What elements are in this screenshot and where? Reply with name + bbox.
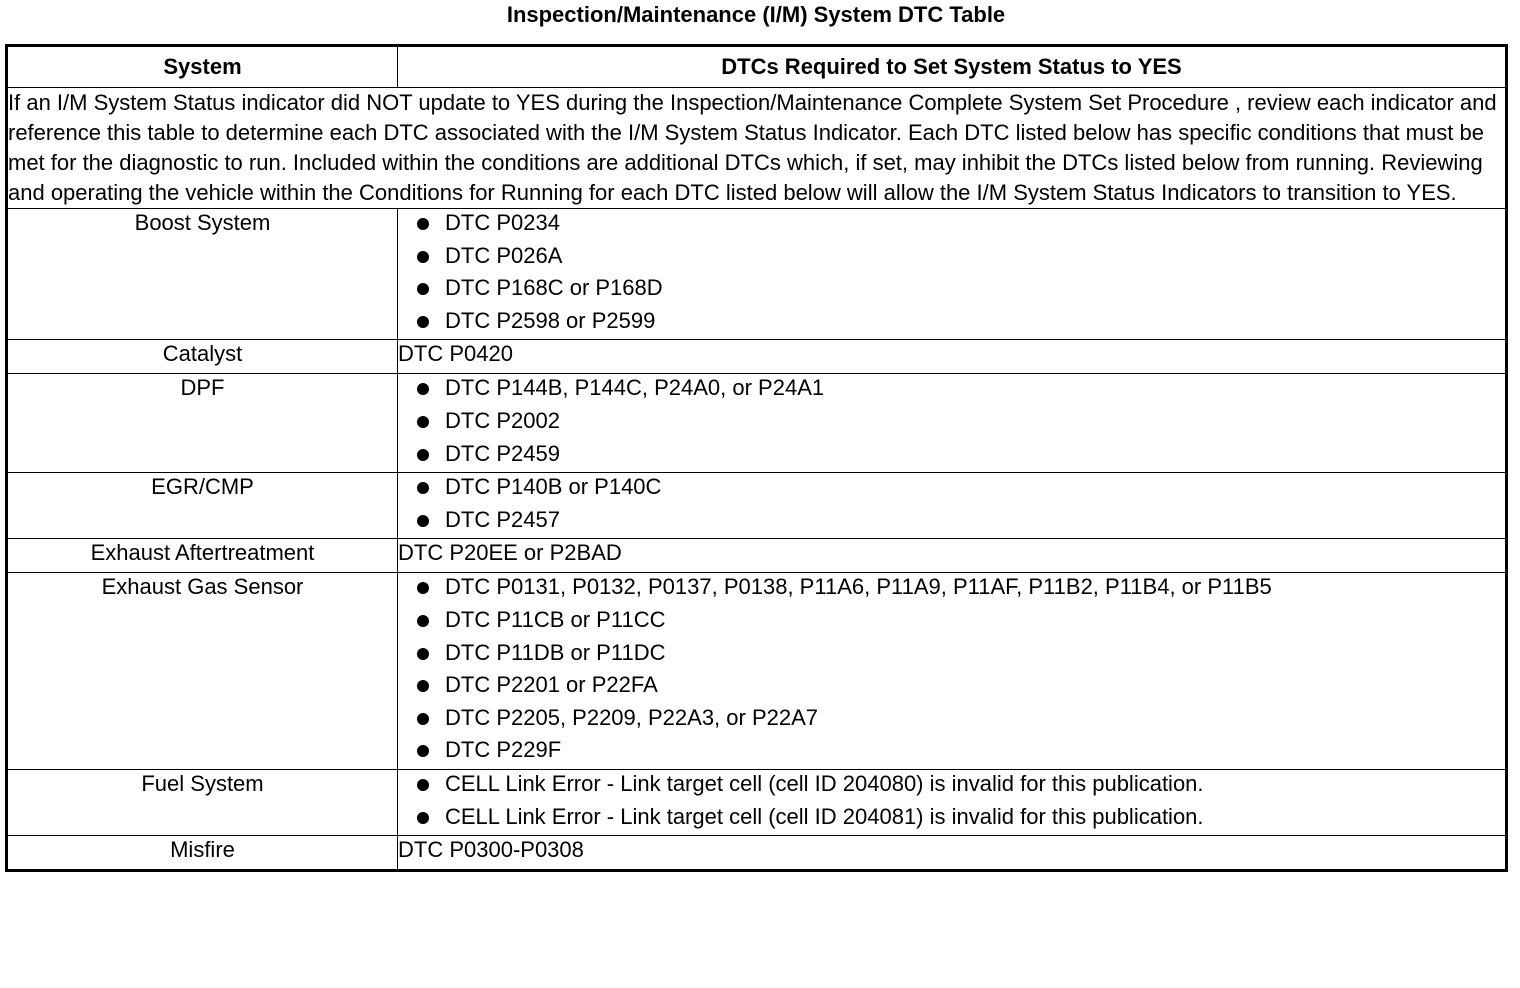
dtc-list-item: DTC P026A xyxy=(413,242,1505,275)
dtc-text: DTC P0300-P0308 xyxy=(398,837,584,863)
bullet-icon xyxy=(417,680,429,692)
dtc-cell xyxy=(398,769,1507,835)
dtc-list xyxy=(398,374,1505,472)
bullet-icon xyxy=(417,515,429,527)
dtc-list-item: DTC P168C or P168D xyxy=(413,274,1505,307)
dtc-list-item: DTC P2459 xyxy=(413,440,1505,473)
dtc-list-item: DTC P2205, P2209, P22A3, or P22A7 xyxy=(413,704,1505,737)
bullet-icon xyxy=(417,383,429,395)
dtc-list-item: DTC P2002 xyxy=(413,407,1505,440)
dtc-table xyxy=(5,44,1508,872)
dtc-cell xyxy=(398,539,1507,573)
bullet-icon xyxy=(417,648,429,660)
system-cell: Catalyst xyxy=(7,340,398,374)
dtc-list-item: DTC P0234 xyxy=(413,209,1505,242)
bullet-icon xyxy=(417,615,429,627)
table-row xyxy=(7,539,1507,573)
system-cell: Exhaust Aftertreatment xyxy=(7,539,398,573)
dtc-list-item: DTC P2201 or P22FA xyxy=(413,671,1505,704)
dtc-list-item: DTC P2598 or P2599 xyxy=(413,307,1505,340)
dtc-list xyxy=(398,770,1505,835)
system-cell: DPF xyxy=(7,374,398,473)
bullet-icon xyxy=(417,316,429,328)
table-header-row xyxy=(7,46,1507,88)
table-row xyxy=(7,836,1507,871)
column-header-system: System xyxy=(7,46,398,88)
dtc-cell xyxy=(398,473,1507,539)
dtc-cell xyxy=(398,573,1507,770)
bullet-icon xyxy=(417,416,429,428)
bullet-icon xyxy=(417,218,429,230)
dtc-list-item: DTC P11CB or P11CC xyxy=(413,606,1505,639)
dtc-list-item: CELL Link Error - Link target cell (cell ID 204081) is invalid for this publication. xyxy=(413,803,1505,836)
intro-row xyxy=(7,88,1507,209)
dtc-list xyxy=(398,573,1505,769)
bullet-icon xyxy=(417,713,429,725)
bullet-icon xyxy=(417,812,429,824)
table-row xyxy=(7,573,1507,770)
dtc-list-item: DTC P140B or P140C xyxy=(413,473,1505,506)
bullet-icon xyxy=(417,745,429,757)
dtc-text: DTC P0420 xyxy=(398,341,513,367)
dtc-cell xyxy=(398,374,1507,473)
dtc-list-item: DTC P229F xyxy=(413,736,1505,769)
system-cell: Misfire xyxy=(7,836,398,871)
page-title: Inspection/Maintenance (I/M) System DTC Table xyxy=(506,2,1006,27)
intro-text: If an I/M System Status indicator did NOT update to YES during the Inspection/Maintenance Complete System Set Procedure , review each indicator and reference this table to determine each DTC associated with the I/M System Status Indicator. Each DTC listed below has specific conditions that must be met for the diagnostic to run. Included within the conditions are additional DTCs which, if set, may inhibit the DTCs listed below from running. Reviewing and operating the vehicle within the Conditions for Running for each DTC listed below will allow the I/M System Status Indicators to transition to YES. xyxy=(7,88,1507,209)
table-row xyxy=(7,769,1507,835)
dtc-list-item: DTC P11DB or P11DC xyxy=(413,639,1505,672)
system-cell: Exhaust Gas Sensor xyxy=(7,573,398,770)
dtc-cell xyxy=(398,836,1507,871)
system-cell: Boost System xyxy=(7,209,398,340)
table-row xyxy=(7,340,1507,374)
dtc-list xyxy=(398,209,1505,339)
dtc-cell xyxy=(398,340,1507,374)
bullet-icon xyxy=(417,283,429,295)
bullet-icon xyxy=(417,482,429,494)
dtc-list-item: DTC P144B, P144C, P24A0, or P24A1 xyxy=(413,374,1505,407)
bullet-icon xyxy=(417,449,429,461)
dtc-list-item: DTC P2457 xyxy=(413,506,1505,539)
table-row xyxy=(7,374,1507,473)
dtc-list xyxy=(398,473,1505,538)
system-cell: Fuel System xyxy=(7,769,398,835)
table-row xyxy=(7,473,1507,539)
dtc-list-item: CELL Link Error - Link target cell (cell ID 204080) is invalid for this publication. xyxy=(413,770,1505,803)
bullet-icon xyxy=(417,582,429,594)
bullet-icon xyxy=(417,779,429,791)
system-cell: EGR/CMP xyxy=(7,473,398,539)
column-header-dtcs: DTCs Required to Set System Status to YES xyxy=(398,46,1507,88)
table-row xyxy=(7,209,1507,340)
bullet-icon xyxy=(417,251,429,263)
dtc-list-item: DTC P0131, P0132, P0137, P0138, P11A6, P11A9, P11AF, P11B2, P11B4, or P11B5 xyxy=(413,573,1505,606)
dtc-text: DTC P20EE or P2BAD xyxy=(398,540,622,566)
dtc-cell xyxy=(398,209,1507,340)
